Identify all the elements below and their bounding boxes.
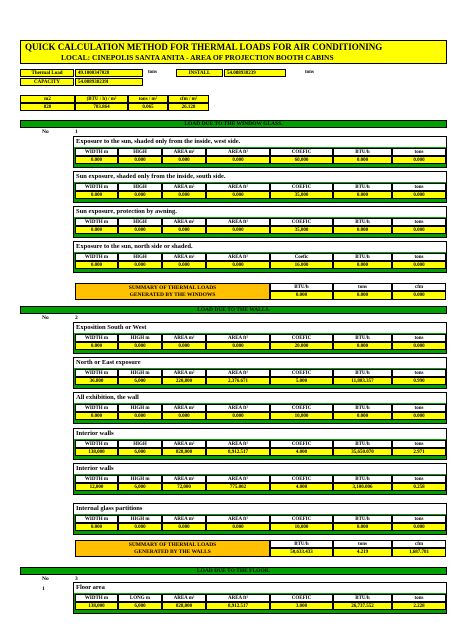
section-no-label: No — [42, 576, 49, 582]
summary-label-1: SUMMARY OF THERMAL LOADS — [128, 285, 217, 291]
capacity-value: 54.088938239l — [75, 78, 143, 86]
col-value: 0.000 — [392, 412, 446, 420]
col-value: 0.000 — [333, 226, 392, 234]
summary-label-2: GENERATED BY THE WINDOWS — [129, 292, 216, 298]
col-value: 8,912.517 — [206, 448, 270, 456]
summary-header: tons — [333, 283, 392, 291]
col-value: 2.228 — [392, 602, 446, 610]
col-header: WIDTH m — [75, 404, 118, 412]
col-value: 36.800 — [75, 377, 118, 385]
col-value: 0.000 — [392, 156, 446, 164]
section-bar: LOAD DUE TO THE WINDOW GLASS. — [20, 120, 447, 128]
col-value: 0.000 — [118, 523, 162, 531]
col-header: tons — [392, 183, 446, 191]
block-title-text: All exhibition, the wall — [76, 394, 139, 401]
ratio-header: m2 — [20, 95, 75, 103]
block-title-text: Interior walls — [76, 465, 114, 472]
title-bar — [20, 40, 447, 64]
col-header: WIDTH m — [75, 183, 118, 191]
col-value: 0.000 — [392, 523, 446, 531]
col-header: WIDTH m — [75, 369, 118, 377]
col-header: COEFIC — [270, 594, 333, 602]
block-title-text: Internal glass partitions — [76, 505, 143, 512]
summary-value: 0.000 — [392, 291, 446, 300]
block-title-text: Exposition South or West — [76, 324, 147, 331]
col-header: tons — [392, 218, 446, 226]
col-value: 138,000 — [75, 448, 118, 456]
col-value: 0.000 — [333, 191, 392, 199]
install-label: INSTALL — [176, 69, 223, 77]
col-header: AREA ft² — [206, 475, 270, 483]
col-header: AREA m² — [162, 148, 206, 156]
col-value: 0.000 — [162, 523, 206, 531]
col-value: 0.000 — [206, 412, 270, 420]
col-header: BTU/h — [333, 369, 392, 377]
ratio-value: 828 — [20, 103, 75, 111]
col-value: 0.000 — [392, 261, 446, 269]
col-value: 60,000 — [270, 156, 333, 164]
section-no-value: 1 — [75, 129, 78, 135]
ratio-value: 0.065 — [128, 103, 168, 111]
col-header: AREA ft² — [206, 183, 270, 191]
page-title: QUICK CALCULATION METHOD FOR THERMAL LOADS FOR AIR CONDITIONING — [25, 42, 383, 52]
col-value: 6,000 — [118, 483, 162, 491]
col-header: COEFIC — [270, 404, 333, 412]
summary-header: cfm — [392, 283, 446, 291]
summary-value: 50,633.433 — [270, 548, 333, 557]
col-header: COEFIC — [270, 440, 333, 448]
col-value: 0.000 — [75, 156, 118, 164]
block-title-text: Sun exposure, protection by awning. — [76, 208, 177, 215]
col-header: AREA m² — [162, 440, 206, 448]
col-value: 0.000 — [118, 412, 162, 420]
col-header: BTU/h — [333, 334, 392, 342]
col-header: COEFIC — [270, 475, 333, 483]
col-value: 0.000 — [162, 226, 206, 234]
col-value: 138,000 — [75, 602, 118, 610]
col-value: 35,000 — [270, 226, 333, 234]
col-header: AREA m² — [162, 404, 206, 412]
floor-item-no: 1 — [42, 586, 45, 592]
summary-value: 0.000 — [270, 291, 333, 300]
ratio-header: tons / m² — [128, 95, 168, 103]
col-header: AREA ft² — [206, 594, 270, 602]
col-header: COEFIC — [270, 148, 333, 156]
ratio-value: 26.128 — [168, 103, 209, 111]
col-header: BTU/h — [333, 148, 392, 156]
col-header: tons — [392, 334, 446, 342]
col-header: AREA m² — [162, 253, 206, 261]
summary-header: cfm — [392, 540, 446, 548]
block-title-text: Interior walls — [76, 430, 114, 437]
summary-value: 0.000 — [333, 291, 392, 300]
col-value: 0.000 — [206, 523, 270, 531]
block-title-bg — [74, 583, 446, 593]
col-value: 8,912.517 — [206, 602, 270, 610]
col-header: AREA ft² — [206, 218, 270, 226]
col-header: HIGH — [118, 183, 162, 191]
col-value: 16.000 — [270, 261, 333, 269]
capacity-label: CAPACITY — [20, 78, 74, 86]
section-bar: LOAD DUE TO THE WALLS. — [20, 306, 447, 314]
col-value: 26,737.552 — [333, 602, 392, 610]
col-header: tons — [392, 515, 446, 523]
page-subtitle: LOCAL: CINEPOLIS SANTA ANITA - AREA OF PROJECTION BOOTH CABINS — [61, 53, 334, 62]
section-bar: LOAD DUE TO THE FLOOR. — [20, 567, 447, 575]
col-value: 0.000 — [75, 523, 118, 531]
col-value: 0.000 — [75, 261, 118, 269]
col-header: COEFIC — [270, 334, 333, 342]
col-value: 0.000 — [333, 523, 392, 531]
col-header: BTU/h — [333, 183, 392, 191]
col-value: 775.002 — [206, 483, 270, 491]
summary-label-1: SUMMARY OF THERMAL LOADS — [128, 542, 217, 548]
col-header: BTU/h — [333, 515, 392, 523]
col-value: 0.000 — [206, 191, 270, 199]
col-header: tons — [392, 404, 446, 412]
col-value: 4.000 — [270, 483, 333, 491]
section-no-label: No — [42, 129, 49, 135]
col-header: tons — [392, 148, 446, 156]
col-value: 0.000 — [333, 412, 392, 420]
col-header: AREA m² — [162, 594, 206, 602]
col-header: WIDTH m — [75, 218, 118, 226]
col-value: 4.000 — [270, 448, 333, 456]
col-value: 12,000 — [75, 483, 118, 491]
col-header: HIGH m — [118, 475, 162, 483]
summary-label-2: GENERATED BY THE WALLS — [134, 549, 211, 555]
thermal-load-label: Thermal Load — [20, 69, 74, 77]
col-header: BTU/h — [333, 218, 392, 226]
col-value: 11,883.357 — [333, 377, 392, 385]
summary-value: 4.219 — [333, 548, 392, 557]
col-header: WIDTH m — [75, 515, 118, 523]
col-value: 220,800 — [162, 377, 206, 385]
col-value: 0.000 — [75, 226, 118, 234]
col-value: 0.000 — [333, 261, 392, 269]
col-header: LONG m — [118, 594, 162, 602]
thermal-load-value: 49.1000347028 — [75, 69, 143, 77]
col-value: 0.000 — [75, 412, 118, 420]
col-header: WIDTH m — [75, 475, 118, 483]
col-header: AREA m² — [162, 183, 206, 191]
col-header: HIGH — [118, 253, 162, 261]
col-header: tons — [392, 369, 446, 377]
col-header: tons — [392, 475, 446, 483]
col-value: 0.258 — [392, 483, 446, 491]
col-value: 0.000 — [392, 226, 446, 234]
col-value: 0.000 — [206, 342, 270, 350]
col-header: tons — [392, 253, 446, 261]
col-value: 2,376.671 — [206, 377, 270, 385]
col-value: 0.000 — [206, 261, 270, 269]
col-header: WIDTH m — [75, 253, 118, 261]
col-value: 0.000 — [118, 342, 162, 350]
block-title-text: Floor area — [76, 584, 105, 591]
col-header: BTU/h — [333, 440, 392, 448]
col-value: 6,000 — [118, 377, 162, 385]
col-value: 6,000 — [118, 448, 162, 456]
col-value: 3.000 — [270, 602, 333, 610]
col-value: 0.000 — [162, 412, 206, 420]
col-value: 0.000 — [392, 191, 446, 199]
col-value: 5.000 — [270, 377, 333, 385]
col-value: 35,000 — [270, 191, 333, 199]
col-header: AREA m² — [162, 334, 206, 342]
install-value: 54.088938239 — [224, 69, 286, 77]
col-value: 72,000 — [162, 483, 206, 491]
col-value: 10,000 — [270, 523, 333, 531]
col-header: BTU/h — [333, 594, 392, 602]
col-header: COEFIC — [270, 218, 333, 226]
col-value: 0.000 — [118, 226, 162, 234]
col-header: COEFIC — [270, 515, 333, 523]
col-value: 3,100.006 — [333, 483, 392, 491]
col-value: 0.000 — [75, 191, 118, 199]
summary-header: tons — [333, 540, 392, 548]
block-title-bg — [74, 429, 446, 439]
col-value: 0.000 — [118, 156, 162, 164]
col-value: 0.000 — [206, 156, 270, 164]
col-header: AREA m² — [162, 515, 206, 523]
col-value: 0.000 — [118, 191, 162, 199]
col-header: WIDTH m — [75, 334, 118, 342]
col-header: HIGH — [118, 218, 162, 226]
summary-value: 1,687.781 — [392, 548, 446, 557]
col-header: tons — [392, 594, 446, 602]
col-header: AREA ft² — [206, 148, 270, 156]
col-header: HIGH m — [118, 515, 162, 523]
block-title-text: Sun exposure, shaded only from the inside, south side. — [76, 173, 226, 180]
section-no-value: 3 — [75, 576, 78, 582]
block-title-text: North or East exposure — [76, 359, 141, 366]
col-header: WIDTH m — [75, 148, 118, 156]
ratio-header: cfm / m² — [168, 95, 209, 103]
col-value: 0.000 — [162, 191, 206, 199]
col-header: AREA m² — [162, 218, 206, 226]
col-header: HIGH m — [118, 404, 162, 412]
col-value: 0.000 — [162, 261, 206, 269]
col-header: AREA ft² — [206, 440, 270, 448]
col-value: 828,000 — [162, 448, 206, 456]
block-title-bg — [74, 464, 446, 474]
col-header: WIDTH m — [75, 440, 118, 448]
col-header: AREA m² — [162, 475, 206, 483]
ratio-value: 783.864 — [75, 103, 128, 111]
col-header: BTU/h — [333, 404, 392, 412]
col-header: AREA ft² — [206, 253, 270, 261]
col-header: BTU/h — [333, 475, 392, 483]
col-header: AREA ft² — [206, 369, 270, 377]
col-value: 0.000 — [75, 342, 118, 350]
col-header: Coefic — [270, 253, 333, 261]
block-title-text: Exposure to the sun, north side or shaded. — [76, 243, 193, 250]
col-header: COEFIC — [270, 183, 333, 191]
col-value: 0.000 — [333, 156, 392, 164]
col-value: 6,000 — [118, 602, 162, 610]
col-value: 20.000 — [270, 342, 333, 350]
col-header: AREA ft² — [206, 404, 270, 412]
col-value: 0.000 — [392, 342, 446, 350]
col-value: 0.000 — [162, 156, 206, 164]
col-header: AREA ft² — [206, 515, 270, 523]
ratio-header: (BTU / h) / m² — [75, 95, 128, 103]
col-value: 0.000 — [333, 342, 392, 350]
tons-label-2: tons — [305, 70, 314, 75]
section-no-label: No — [42, 315, 49, 321]
section-no-value: 2 — [75, 315, 78, 321]
col-header: HIGH m — [118, 369, 162, 377]
col-header: BTU/h — [333, 253, 392, 261]
col-value: 10,000 — [270, 412, 333, 420]
col-value: 2.971 — [392, 448, 446, 456]
col-header: HIGH — [118, 148, 162, 156]
col-header: WIDTH m — [75, 594, 118, 602]
col-header: HIGH m — [118, 334, 162, 342]
col-value: 35,650.070 — [333, 448, 392, 456]
block-title-text: Exposure to the sun, shaded only from the inside, west side. — [76, 138, 241, 145]
tons-label-1: tons — [148, 70, 157, 75]
col-value: 0.000 — [162, 342, 206, 350]
summary-header: BTU/h — [270, 283, 333, 291]
summary-header: BTU/h — [270, 540, 333, 548]
col-value: 0.000 — [118, 261, 162, 269]
col-value: 828,000 — [162, 602, 206, 610]
col-header: AREA ft² — [206, 334, 270, 342]
col-value: 0.990 — [392, 377, 446, 385]
col-header: COEFIC — [270, 369, 333, 377]
col-header: AREA m² — [162, 369, 206, 377]
col-header: HIGH — [118, 440, 162, 448]
col-value: 0.000 — [206, 226, 270, 234]
col-header: tons — [392, 440, 446, 448]
